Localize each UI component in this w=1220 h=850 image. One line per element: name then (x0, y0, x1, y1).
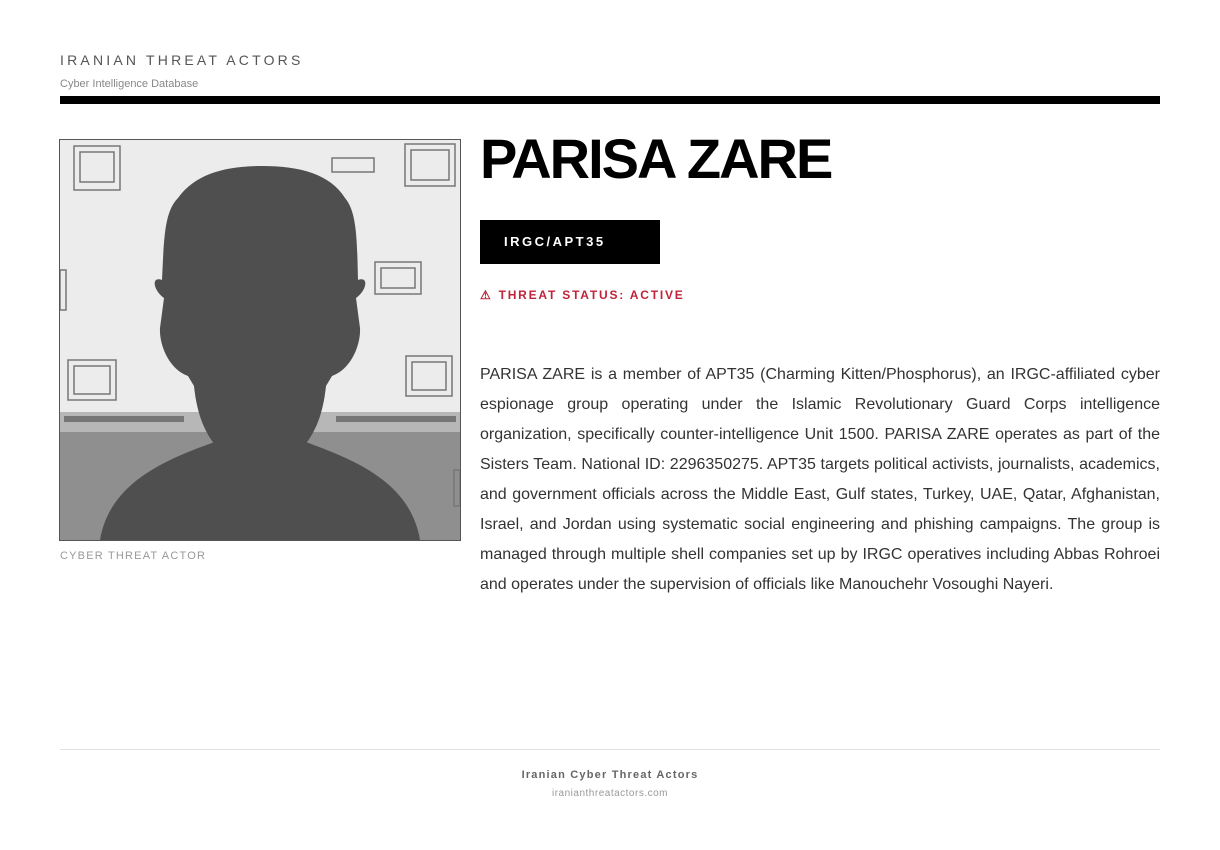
footer-divider (60, 749, 1160, 750)
profile-photo (59, 139, 461, 541)
threat-status-text: THREAT STATUS: ACTIVE (498, 288, 685, 302)
actor-bio: PARISA ZARE is a member of APT35 (Charming Kitten/Phosphorus), an IRGC-affiliated cyber espionage group operating under the Islamic Revolutionary Guard Corps intelligence organization, specifically counter-intelligence Unit 1500. PARISA ZARE operates as part of the Sisters Team. National ID: 2296350275. APT35 targets political activists, journalists, academics, and government officials across the Middle East, Gulf states, Turkey, UAE, Qatar, Afghanistan, Israel, and Jordan using systematic social engineering and phishing campaigns. The group is managed through multiple shell companies set up by IRGC operatives including Abbas Rohroei and operates under the supervision of officials like Manouchehr Vosoughi Nayeri. (480, 366, 1160, 593)
affiliation-badge: IRGC/APT35 (480, 220, 660, 264)
warning-icon: ⚠ (480, 288, 493, 302)
header-divider (60, 96, 1160, 104)
footer-title: Iranian Cyber Threat Actors (521, 769, 699, 781)
footer-url: iranianthreatactors.com (552, 788, 668, 799)
threat-status (480, 288, 685, 302)
actor-name: PARISA ZARE (480, 127, 832, 190)
photo-caption: CYBER THREAT ACTOR (60, 550, 207, 562)
site-subtitle: Cyber Intelligence Database (60, 78, 199, 90)
site-title: IRANIAN THREAT ACTORS (60, 52, 304, 68)
person-silhouette-icon (60, 140, 460, 540)
